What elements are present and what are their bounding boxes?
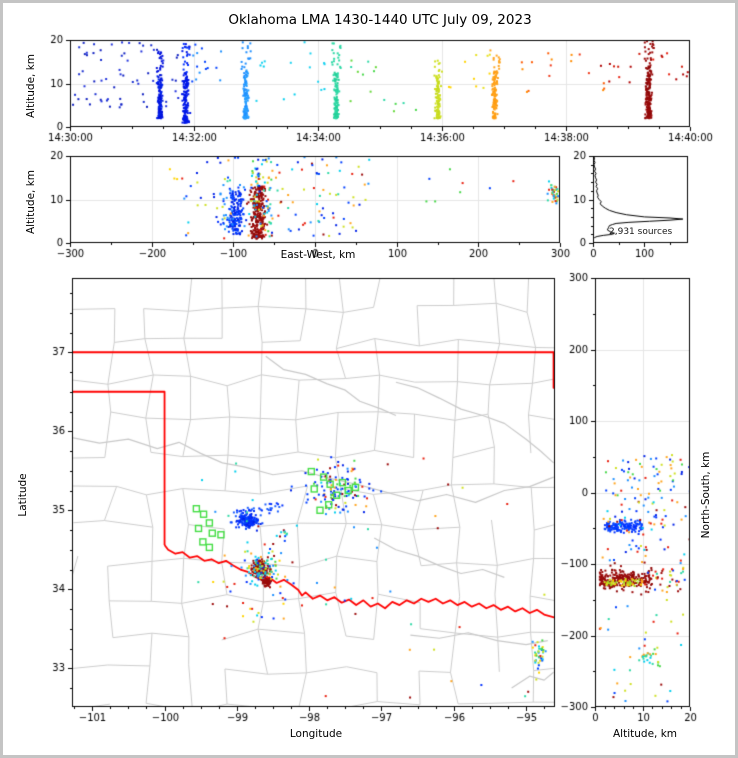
y-axis-label-time-panel: Altitude, km (25, 53, 37, 119)
x-axis-label-map: Longitude (289, 728, 343, 740)
source-count-annotation: 2,931 sources (609, 227, 673, 237)
x-axis-label-ew-panel: East-West, km (280, 249, 356, 261)
x-axis-label-ns-panel: Altitude, km (612, 728, 678, 740)
plot-title: Oklahoma LMA 1430-1440 UTC July 09, 2023 (228, 12, 532, 28)
y-axis-label-map: Latitude (17, 473, 29, 517)
y-axis-label-ns-panel: North-South, km (700, 451, 712, 539)
y-axis-label-ew-panel: Altitude, km (25, 169, 37, 235)
